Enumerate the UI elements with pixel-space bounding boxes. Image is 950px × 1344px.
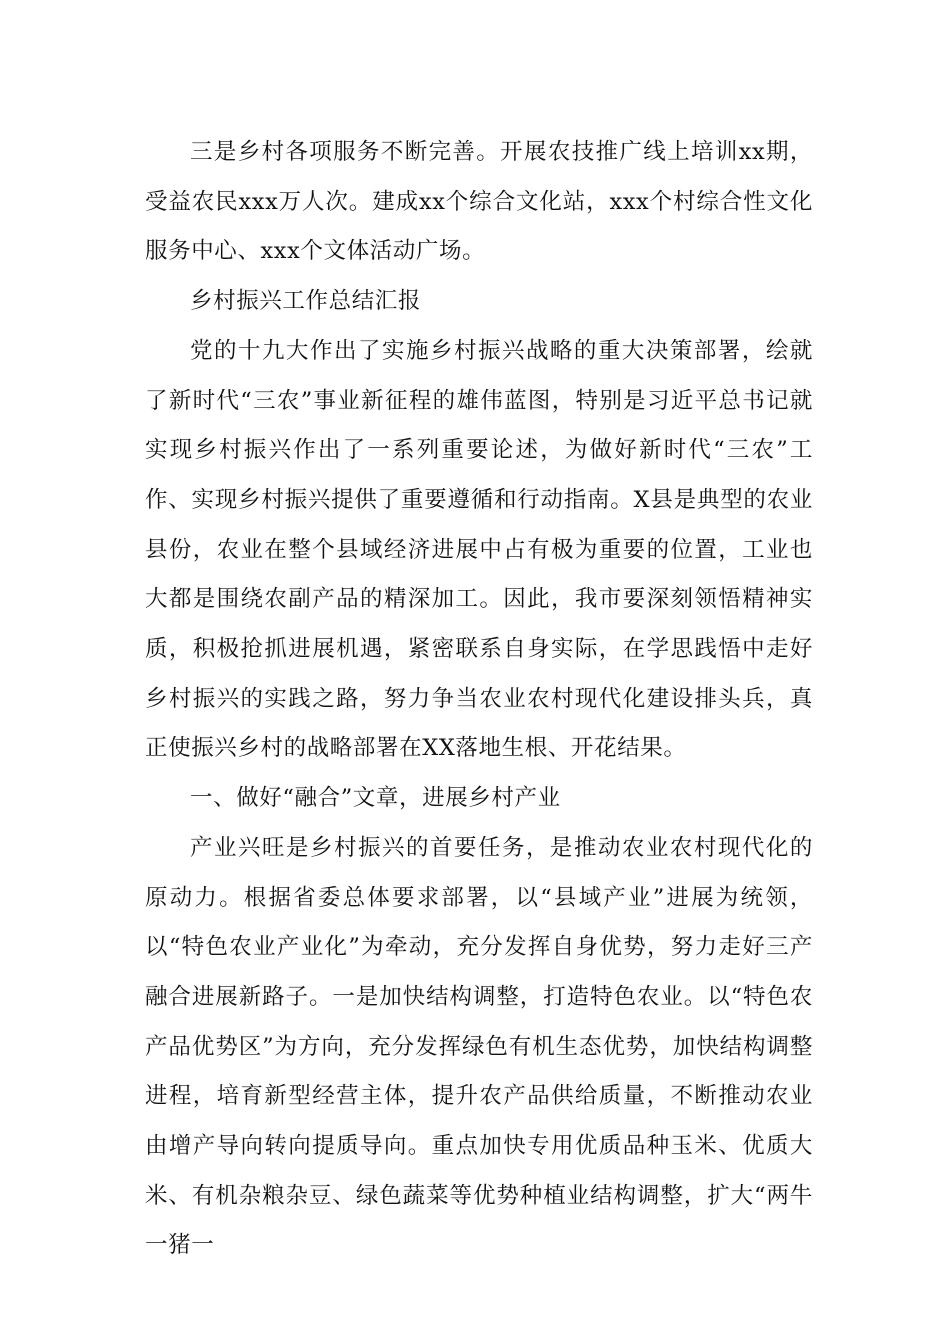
paragraph-industry: 产业兴旺是乡村振兴的首要任务，是推动农业农村现代化的原动力。根据省委总体要求部署，以“县域产业”进展为统领，以“特色农业产业化”为牵动，充分发挥自身优势，努力走好三产融合进展新路子。一是加快结构调整，打造特色农业。以“特色农产品优势区”为方向，充分发挥绿色有机生态优势，加快结构调整进程，培育新型经营主体，提升农产品供给质量，不断推动农业由增产导向转向提质导向。重点加快专用优质品种玉米、优质大米、有机杂粮杂豆、绿色蔬菜等优势种植业结构调整，扩大“两牛一猪一 xyxy=(145,834,813,1259)
section-heading-industry: 一、做好“融合”文章，进展乡村产业 xyxy=(190,785,561,812)
paragraph-services: 三是乡村各项服务不断完善。开展农技推广线上培训xx期，受益农民xxx万人次。建成xx个综合文化站，xxx个村综合性文化服务中心、xxx个文体活动广场。 xyxy=(145,139,813,265)
document-body xyxy=(145,128,813,1271)
paragraph-strategy: 党的十九大作出了实施乡村振兴战略的重大决策部署，绘就了新时代“三农”事业新征程的雄伟蓝图，特别是习近平总书记就实现乡村振兴作出了一系列重要论述，为做好新时代“三农”工作、实现乡村振兴提供了重要遵循和行动指南。X县是典型的农业县份，农业在整个县域经济进展中占有极为重要的位置，工业也大都是围绕农副产品的精深加工。因此，我市要深刻领悟精神实质，积极抢抓进展机遇，紧密联系自身实际，在学思践悟中走好乡村振兴的实践之路，努力争当农业农村现代化建设排头兵，真正使振兴乡村的战略部署在XX落地生根、开花结果。 xyxy=(145,337,813,762)
section-title-report: 乡村振兴工作总结汇报 xyxy=(190,288,422,315)
